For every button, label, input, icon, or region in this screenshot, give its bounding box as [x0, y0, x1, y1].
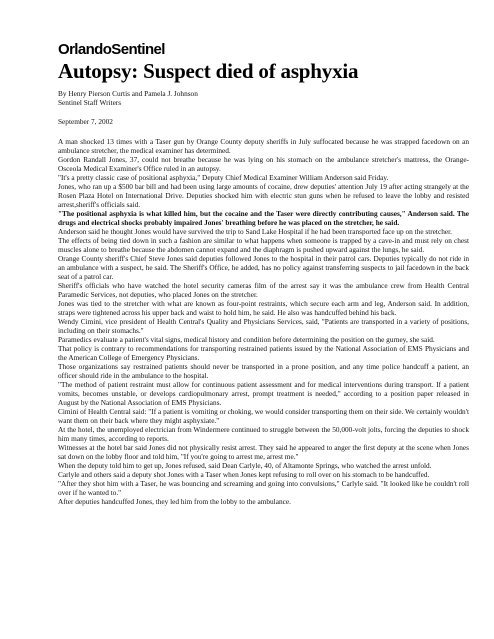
article-paragraph: Cimini of Health Central said: "If a patient is vomiting or choking, we would consider transporting them on their side. We certainly wouldn't want them on their back where they might asphyxiate." [58, 406, 469, 425]
article-staff-line: Sentinel Staff Writers [58, 98, 122, 107]
article-paragraph: Jones was tied to the stretcher with what are known as four-point restraints, which secure each arm and leg, Anderson said. In addition, straps were tightened across his upper back and waist to hold him, he said. He also was handcuffed behind his back. [58, 298, 469, 317]
article-paragraph: "After they shot him with a Taser, he was bouncing and screaming and going into convulsions," Carlyle said. "It looked like he couldn't roll over if he wanted to." [58, 479, 469, 497]
article-paragraph: The effects of being tied down in such a fashion are similar to what happens when someone is trapped by a cave-in and must rely on chest muscles alone to breathe because the abdomen cannot expand and the diaphragm is pushed upward against the lungs, he said. [58, 236, 469, 254]
article-paragraph: Anderson said he thought Jones would have survived the trip to Sand Lake Hospital if he had been transported face up on the stretcher. [58, 226, 452, 236]
article-paragraph: "The method of patient restraint must allow for continuous patient assessment and for medical interventions during transport. If a patient vomits, becomes unstable, or develops cardiopulmonary arrest, prompt treatment is needed," according to a position paper released in August by the National Association of EMS Physicians. [58, 379, 469, 407]
article-paragraph: Wendy Cimini, vice president of Health Central's Quality and Physicians Services, said, "Patients are transported in a variety of positions, including on their stomachs." [58, 316, 469, 335]
article-byline: By Henry Pierson Curtis and Pamela J. Johnson [58, 89, 198, 98]
article-paragraph: After deputies handcuffed Jones, they led him from the lobby to the ambulance. [58, 497, 291, 507]
article-paragraph: Carlyle and others said a deputy shot Jones with a Taser when Jones kept refusing to roll over on his stomach to be handcuffed. [58, 469, 430, 479]
article-paragraph: Paramedics evaluate a patient's vital signs, medical history and condition before determining the position on the gurney, she said. [58, 334, 435, 344]
article-paragraph: Gordon Randall Jones, 37, could not breathe because he was lying on his stomach on the ambulance stretcher's mattress, the Orange-Osceola Medical Examiner's Office ruled in an autopsy. [58, 154, 469, 173]
article-paragraph: Jones, who ran up a $500 bar bill and had been using large amounts of cocaine, drew deputies' attention July 19 after acting strangely at the Rosen Plaza Hotel on International Drive. Deputies shocked him with electric stun guns when he refused to leave the lobby and resisted arrest,sheriff's officials said. [58, 182, 469, 209]
article-paragraph: Those organizations say restrained patients should never be transported in a prone position, and any time police handcuff a patient, an officer should ride in the ambulance to the hospital. [58, 362, 469, 380]
article-paragraph: When the deputy told him to get up, Jones refused, said Dean Carlyle, 40, of Altamonte Springs, who watched the arrest unfold. [58, 460, 432, 470]
article-paragraph: Sheriff's officials who have watched the hotel security cameras film of the arrest say it was the ambulance crew from Health Central Paramedic Services, not deputies, who placed Jones on the stretcher. [58, 280, 469, 299]
article-page [58, 42, 469, 507]
article-body [58, 138, 469, 507]
article-paragraph: That policy is contrary to recommendations for transporting restrained patients issued by the National Association of EMS Physicians and the American College of Emergency Physicians. [58, 344, 469, 362]
article-paragraph: Witnesses at the hotel bar said Jones did not physically resist arrest. They said he appeared to anger the first deputy at the scene when Jones sat down on the lobby floor and told him, "If you're going to arrest me, arrest me." [58, 442, 469, 461]
article-date: September 7, 2002 [58, 117, 113, 126]
article-paragraph: "It's a pretty classic case of positional asphyxia," Deputy Chief Medical Examiner William Anderson said Friday. [58, 172, 389, 182]
newspaper-masthead: OrlandoSentinel [58, 41, 165, 58]
article-paragraph: "The positional asphyxia is what killed him, but the cocaine and the Taser were directly contributing causes," Anderson said. The drugs and electrical shocks probably impaired Jones' breathing before he was placed on the stretcher, he said. [58, 208, 469, 227]
article-headline: Autopsy: Suspect died of asphyxia [58, 59, 359, 83]
article-paragraph: A man shocked 13 times with a Taser gun by Orange County deputy sheriffs in July suffocated because he was strapped facedown on an ambulance stretcher, the medical examiner has determined. [58, 137, 469, 155]
article-paragraph: At the hotel, the unemployed electrician from Windermere continued to struggle between the 50,000-volt jolts, forcing the deputies to shock him many times, according to reports. [58, 424, 469, 443]
article-paragraph: Orange County sheriff's Chief Steve Jones said deputies followed Jones to the hospital in their patrol cars. Deputies typically do not ride in an ambulance with a suspect, he said. The Sheriff's Office, he added, has no policy against transferring suspects to jail facedown in the back seat of a patrol car. [58, 254, 469, 281]
